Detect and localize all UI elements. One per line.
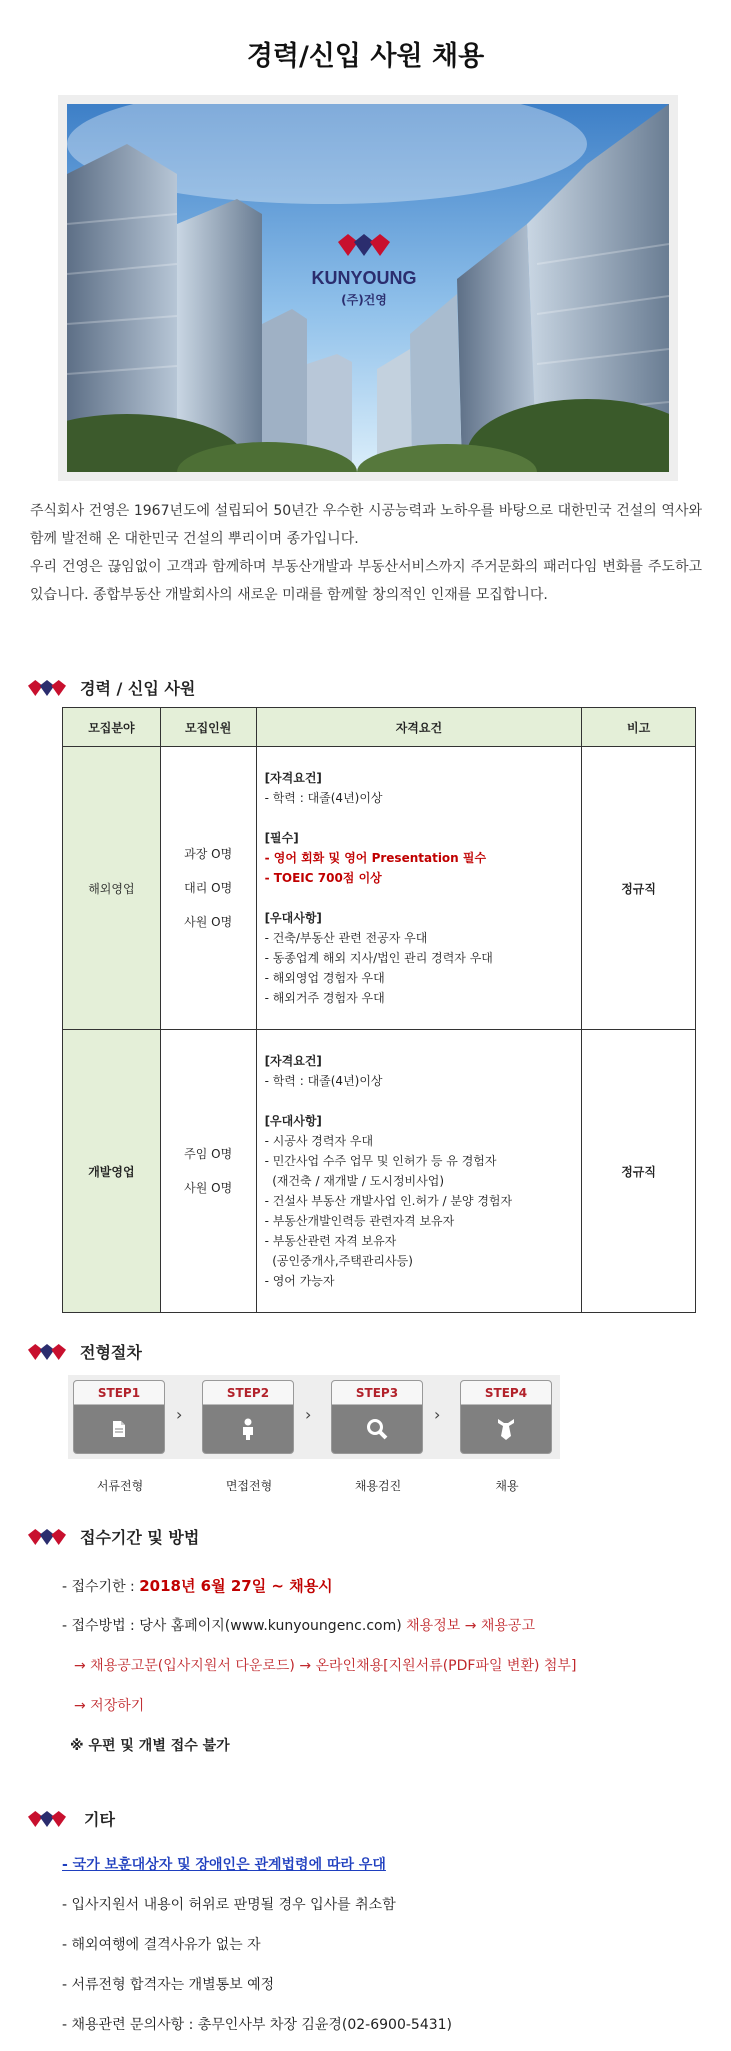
count-item: 사원 O명 (184, 1181, 233, 1195)
kunyoung-logo-icon (28, 677, 66, 699)
section-etc-header (28, 1807, 115, 1830)
pref-heading: [우대사항] (264, 911, 322, 925)
step-label: 채용검진 (354, 1479, 402, 1493)
magnifier-icon (366, 1418, 388, 1440)
table-row (63, 1030, 696, 1313)
count-cell (160, 747, 256, 1030)
pref-heading: [우대사항] (264, 1114, 322, 1128)
list-item: - 서류전형 합격자는 개별통보 예정 (62, 1977, 275, 1993)
qual-item: - 학력 : 대졸(4년)이상 (264, 791, 383, 805)
qualification-cell (256, 747, 582, 1030)
section-apply-header (28, 1525, 199, 1548)
list-item: - 입사지원서 내용이 허위로 판명될 경우 입사를 취소함 (62, 1897, 396, 1913)
step-tag: STEP1 (74, 1381, 164, 1405)
method-path-line: → 채용공고문(입사지원서 다운로드) → 온라인채용[지원서류(PDF파일 변환) 첨부] (74, 1658, 577, 1674)
pref-item: - 동종업계 해외 지사/법인 관리 경력자 우대 (264, 951, 493, 965)
pref-item: - 해외영업 경험자 우대 (264, 971, 385, 985)
pref-item: - 민간사업 수주 업무 및 인허가 등 유 경험자 (264, 1154, 497, 1168)
col-header-qualification: 자격요건 (256, 708, 582, 747)
kunyoung-logo-icon (28, 1341, 66, 1363)
must-heading: [필수] (264, 831, 299, 845)
section-title: 경력 / 신입 사원 (80, 679, 196, 698)
hero-image (58, 95, 678, 481)
apply-method: - 접수방법 : 당사 홈페이지(www.kunyoungenc.com) 채용정보 → 채용공고 (62, 1618, 535, 1634)
qualification-cell (256, 1030, 582, 1313)
section-process-header (28, 1340, 142, 1363)
qual-item: - 학력 : 대졸(4년)이상 (264, 1074, 383, 1088)
category-cell: 개발영업 (63, 1030, 161, 1313)
tie-icon (496, 1418, 516, 1440)
step-3 (331, 1380, 423, 1454)
section-title: 접수기간 및 방법 (80, 1528, 200, 1547)
kunyoung-logo-icon (28, 1526, 66, 1548)
process-steps (68, 1375, 560, 1459)
count-item: 주임 O명 (184, 1147, 233, 1161)
table-header-row (63, 708, 696, 747)
kunyoung-logo-icon (28, 1808, 66, 1830)
person-icon (240, 1418, 256, 1440)
step-1 (73, 1380, 165, 1454)
step-tag: STEP3 (332, 1381, 422, 1405)
list-item: - 해외여행에 결격사유가 없는 자 (62, 1937, 261, 1953)
col-header-field: 모집분야 (63, 708, 161, 747)
logo-subtext: (주)건영 (341, 293, 387, 307)
pref-item: - 건축/부동산 관련 전공자 우대 (264, 931, 428, 945)
page-title: 경력/신입 사원 채용 (246, 41, 485, 72)
note-cell: 정규직 (582, 1030, 696, 1313)
table-row (63, 747, 696, 1030)
section-title: 기타 (84, 1810, 115, 1829)
kunyoung-logo (338, 234, 390, 256)
intro-text (30, 497, 702, 609)
method-path-line: → 저장하기 (74, 1698, 145, 1714)
pref-item: (공인중개사,주택관리사등) (264, 1254, 413, 1268)
pref-item: - 시공사 경력자 우대 (264, 1134, 374, 1148)
section-title: 전형절차 (80, 1343, 142, 1362)
step-label: 서류전형 (96, 1479, 144, 1493)
list-item: - 국가 보훈대상자 및 장애인은 관계법령에 따라 우대 (62, 1857, 386, 1873)
pref-item: - 부동산관련 자격 보유자 (264, 1234, 397, 1248)
count-item: 대리 O명 (184, 881, 233, 895)
pref-item: - 영어 가능자 (264, 1274, 335, 1288)
pref-item: - 해외거주 경험자 우대 (264, 991, 385, 1005)
list-item: - 채용관련 문의사항 : 총무인사부 차장 김윤경(02-6900-5431) (62, 2017, 453, 2033)
step-label: 면접전형 (225, 1479, 273, 1493)
col-header-count: 모집인원 (160, 708, 256, 747)
count-item: 과장 O명 (184, 847, 233, 861)
step-label: 채용 (495, 1479, 519, 1493)
apply-notice: ※ 우편 및 개별 접수 불가 (70, 1738, 230, 1754)
pref-item: - 부동산개발인력등 관련자격 보유자 (264, 1214, 455, 1228)
step-4 (460, 1380, 552, 1454)
must-item: - TOEIC 700점 이상 (264, 871, 382, 885)
etc-list (62, 1845, 452, 2045)
step-arrow-icon: › (305, 1405, 312, 1424)
count-item: 사원 O명 (184, 915, 233, 929)
must-item: - 영어 회화 및 영어 Presentation 필수 (264, 851, 487, 865)
pref-item: - 건설사 부동산 개발사업 인.허가 / 분양 경험자 (264, 1194, 513, 1208)
document-icon (111, 1420, 127, 1438)
intro-paragraph: 주식회사 건영은 1967년도에 설립되어 50년간 우수한 시공능력과 노하우를 바탕으로 대한민국 건설의 역사와 함께 발전해 온 대한민국 건설의 뿌리이며 종가입니다. (30, 503, 702, 547)
logo-text: KUNYOUNG (311, 268, 417, 288)
note-cell: 정규직 (582, 747, 696, 1030)
step-arrow-icon: › (176, 1405, 183, 1424)
qual-heading: [자격요건] (264, 771, 322, 785)
pref-item: (재건축 / 재개발 / 도시정비사업) (264, 1174, 445, 1188)
category-cell: 해외영업 (63, 747, 161, 1030)
step-tag: STEP2 (203, 1381, 293, 1405)
count-cell (160, 1030, 256, 1313)
deadline-value: 2018년 6월 27일 ~ 채용시 (139, 1577, 333, 1595)
apply-info (62, 1566, 576, 1766)
qual-heading: [자격요건] (264, 1054, 322, 1068)
step-2 (202, 1380, 294, 1454)
intro-paragraph: 우리 건영은 끊임없이 고객과 함께하며 부동산개발과 부동산서비스까지 주거문화의 패러다임 변화를 주도하고 있습니다. 종합부동산 개발회사의 새로운 미래를 함께할 창의적인 인재를 모집합니다. (30, 559, 702, 603)
building-photo (67, 104, 669, 472)
step-arrow-icon: › (434, 1405, 441, 1424)
section-recruit-header (28, 676, 195, 699)
apply-deadline: - 접수기한 : 2018년 6월 27일 ~ 채용시 (62, 1577, 333, 1595)
col-header-note: 비고 (582, 708, 696, 747)
recruit-table (62, 707, 696, 1313)
step-tag: STEP4 (461, 1381, 551, 1405)
method-path: 채용정보 → 채용공고 (406, 1618, 535, 1634)
